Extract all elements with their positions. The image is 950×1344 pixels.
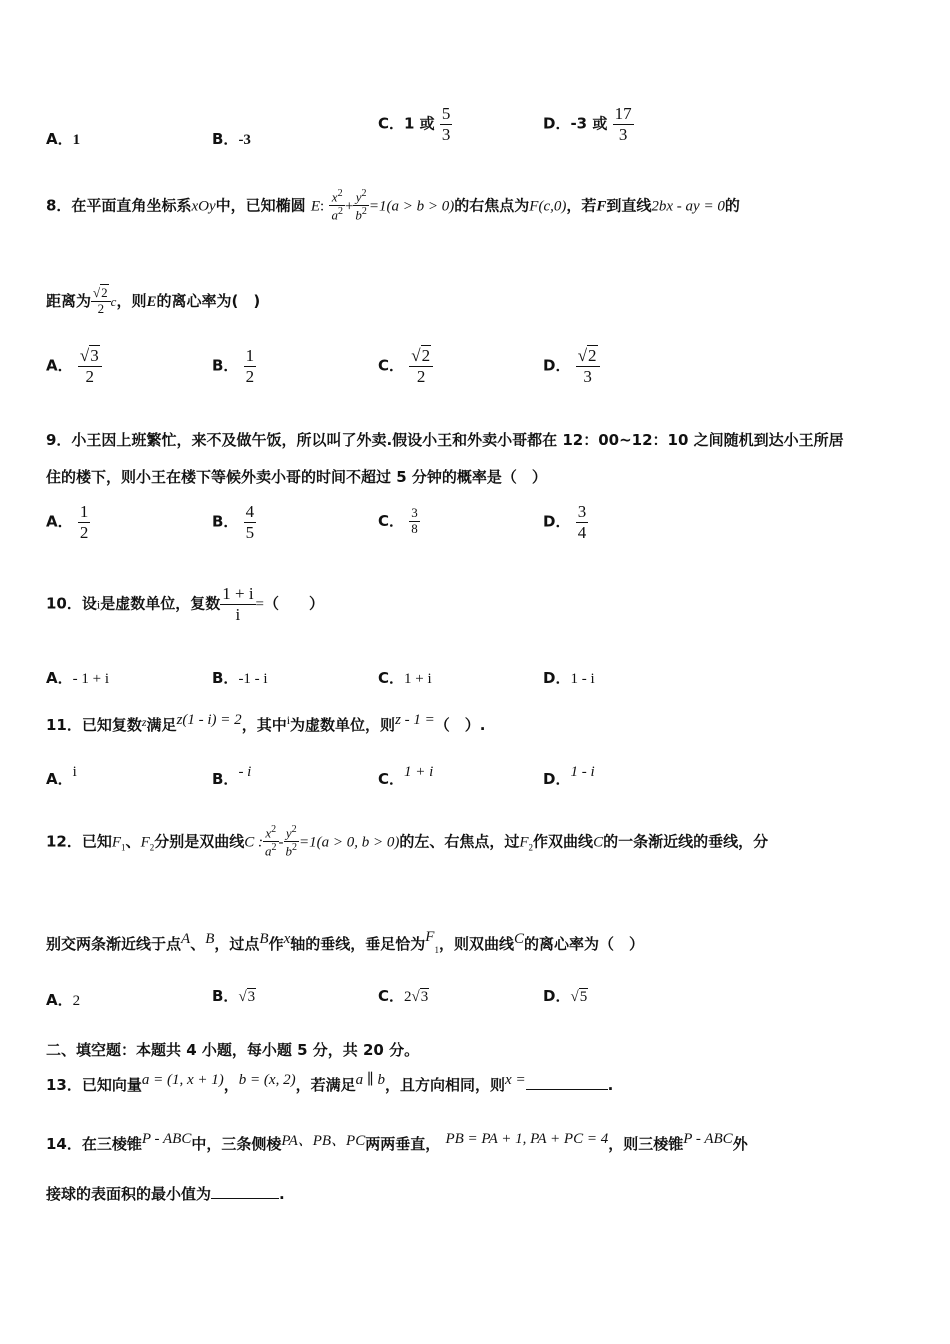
section-heading: 二、填空题：本题共 4 小题，每小题 5 分，共 20 分。 [46,1041,420,1059]
q7-option-c: C．1 或 $\frac{5}{3}$ [378,104,451,144]
q11-option-a: A．i [46,764,77,788]
q11-option-d: D．1 - i [543,764,595,788]
q12-stem-line2: 别交两条渐近线于点A、B，过点B作x轴的垂线，垂足恰为$F_1$，则双曲线C的离心率为（ ） [46,929,644,955]
q11-option-c: C．1 + i [378,764,434,788]
q12-option-c: C．2√3 [378,987,429,1005]
q9-stem-line1: 9．小王因上班繁忙，来不及做午饭，所以叫了外卖.假设小王和外卖小哥都在 12：00~12：10 之间随机到达小王所居 [46,431,844,449]
q14-stem-line1: 14．在三棱锥P - ABC中，三条侧棱PA、PB、PC两两垂直， PB = PA + 1, PA + PC = 4，则三棱锥P - ABC外 [46,1131,748,1153]
q9-option-c: C． $\frac{3}{8}$ [378,505,418,536]
q7-option-a: A．1 [46,130,81,148]
q9-option-b: B． $\frac{4}{5}$ [212,502,255,542]
q11-stem: 11．已知复数$^z$满足z(1 - i) = 2，其中$^i$为虚数单位，则z - 1 =（ ）. [46,712,486,734]
fraction: $\frac{y^2}{b^2}$ [355,188,367,223]
q10-option-c: C．1 + i [378,669,432,687]
fraction: $\frac{y^2}{b^2}$ [285,824,297,859]
q10-option-d: D．1 - i [543,669,595,687]
fraction: $\frac{5}{3}$ [441,104,451,144]
q8-option-a: A． $\frac{√3}{2}$ [46,346,102,386]
q8-option-d: D． $\frac{√2}{3}$ [543,346,600,386]
fraction: $\frac{x^2}{a^2}$ [265,824,277,859]
q8-stem-line2: 距离为 $\frac{√2}{2}$ c，则E的离心率为( ) [46,285,261,316]
q7-option-b: B．-3 [212,130,251,148]
q14-stem-line2: 接球的表面积的最小值为 . [46,1185,285,1203]
q12-option-d: D．√5 [543,987,588,1005]
answer-blank[interactable] [211,1198,279,1199]
fraction: $\frac{17}{3}$ [614,104,632,144]
answer-blank[interactable] [526,1089,608,1090]
q8-option-b: B． $\frac{1}{2}$ [212,346,255,386]
q9-stem-line2: 住的楼下，则小王在楼下等候外卖小哥的时间不超过 5 分钟的概率是（ ） [46,468,547,486]
fraction: $\frac{3}{8}$ [411,505,418,536]
fraction: $\frac{3}{4}$ [577,502,587,542]
fraction: $\frac{1}{2}$ [245,346,255,386]
q13-stem: 13．已知向量a = (1, x + 1)，b = (x, 2)，若满足a ∥ b，且方向相同，则x = . [46,1072,614,1094]
q12-option-b: B．√3 [212,987,256,1005]
q11-option-b: B．- i [212,764,252,788]
fraction: $\frac{√2}{2}$ [409,346,433,386]
fraction: $\frac{4}{5}$ [245,502,255,542]
q10-option-b: B．-1 - i [212,669,268,687]
fraction: $\frac{x^2}{a^2}$ [331,188,343,223]
q8-stem-line1: 8．在平面直角坐标系xOy中，已知椭圆 E: $\frac{x^2}{a^2}$ + $\frac{y^2}{b^2}$ =1(a > b > 0)的右焦点为F(c,0)，若F到直线2bx - ay = 0的 [46,188,740,223]
fraction: $\frac{√2}{3}$ [576,346,600,386]
fraction: $\frac{1 + i}{i}$ [222,584,254,624]
q12-stem-line1: 12．已知$F_1$、$F_2$分别是双曲线C : $\frac{x^2}{a^2}$ - $\frac{y^2}{b^2}$ =1(a > 0, b > 0)的左、右焦点，过$F_2$作双曲线C的一条渐近线的垂线，分 [46,824,769,859]
q9-option-a: A． $\frac{1}{2}$ [46,502,89,542]
q9-option-d: D． $\frac{3}{4}$ [543,502,587,542]
q10-stem: 10．设i是虚数单位，复数 $\frac{1 + i}{i}$ =（ ） [46,584,325,624]
fraction: $\frac{√3}{2}$ [78,346,102,386]
q12-option-a: A．2 [46,991,81,1009]
q7-option-d: D．-3 或 $\frac{17}{3}$ [543,104,632,144]
fraction: $\frac{1}{2}$ [79,502,89,542]
q10-option-a: A．- 1 + i [46,669,109,687]
fraction: $\frac{√2}{2}$ [91,286,111,317]
q8-option-c: C． $\frac{√2}{2}$ [378,346,433,386]
